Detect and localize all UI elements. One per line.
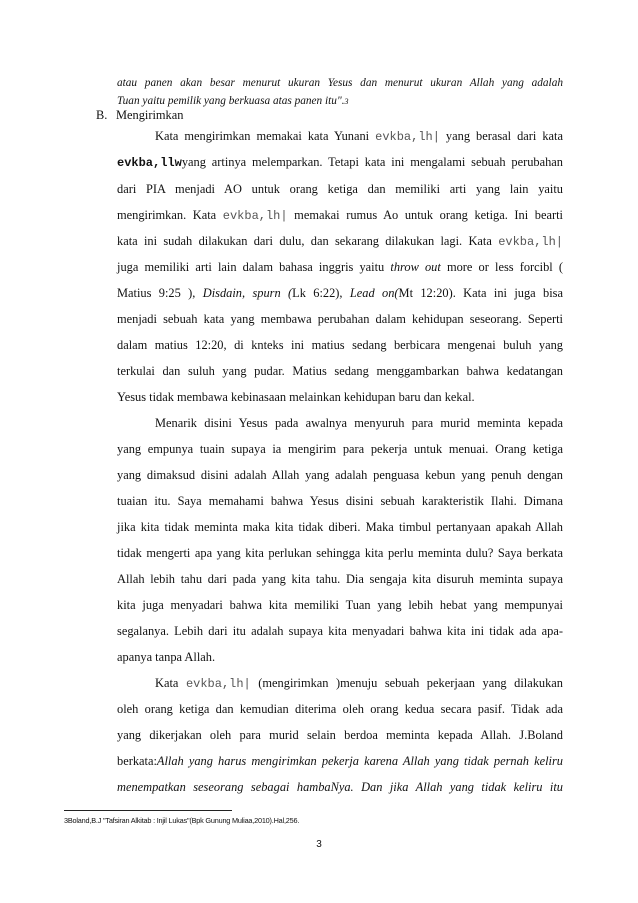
p1-line-2: evkba,llwyang artinya melemparkan. Tetapi kata ini mengalami sebuah perubahan: [117, 155, 563, 170]
p2-line-4: tuaian itu. Saya memahami bahwa Yesus disini sebuah karakteristik Ilahi. Dimana: [117, 494, 563, 508]
footnote-mark: 3: [344, 97, 349, 106]
p1-line-4: mengirimkan. Kata evkba,lh| memakai rumus Ao untuk orang ketiga. Ini bearti: [117, 208, 563, 223]
p3-line-2: oleh orang ketiga dan kemudian diterima oleh orang kedua secara pasif. Tidak ada: [117, 702, 563, 716]
p2-line-3: yang dimaksud disini adalah Allah yang adalah penguasa kebun yang penuh dengan: [117, 468, 563, 482]
p1-line-7: Matius 9:25 ), Disdain, spurn (Lk 6:22), Lead on(Mt 12:20). Kata ini juga bisa: [117, 286, 563, 300]
p1-line-5: kata ini sudah dilakukan dari dulu, dan sekarang dilakukan lagi. Kata evkba,lh|: [117, 234, 563, 249]
p2-line-8: kita juga menyadari bahwa kita memiliki Tuan yang lebih hebat yang mempunyai: [117, 598, 563, 612]
p1-line-1: Kata mengirimkan memakai kata Yunani evkba,lh| yang berasal dari kata: [155, 129, 563, 144]
p2-line-1: Menarik disini Yesus pada awalnya menyuruh para murid meminta kepada: [155, 416, 563, 430]
p1-line-10: terkulai dan suluh yang pudar. Matius sedang menggambarkan bahwa kedatangan: [117, 364, 563, 378]
p1-line-8: menjadi sebuah kata yang membawa perubahan dalam kehidupan seseorang. Seperti: [117, 312, 563, 326]
section-heading: B. Mengirimkan: [96, 108, 184, 122]
p2-line-9: segalanya. Lebih dari itu adalah supaya kita menyadari bahwa kita ini tidak ada apa-: [117, 624, 563, 638]
p1-line-6: juga memiliki arti lain dalam bahasa inggris yaitu throw out more or less forcibl (: [117, 260, 563, 274]
quote-line-2: Tuan yaitu pemilik yang berkuasa atas panen itu".3: [117, 95, 349, 107]
quote-line-1: atau panen akan besar menurut ukuran Yesus dan menurut ukuran Allah yang adalah: [117, 77, 563, 89]
p1-line-11: Yesus tidak membawa kebinasaan melainkan kehidupan baru dan kekal.: [117, 390, 475, 404]
p3-line-3: yang dikerjakan oleh para murid selain berdoa meminta kepada Allah. J.Boland: [117, 728, 563, 742]
p2-line-5: jika kita tidak meminta maka kita tidak diberi. Maka timbul pertanyaan apakah Allah: [117, 520, 563, 534]
p2-line-7: Allah lebih tahu dari pada yang kita tahu. Dia sengaja kita disuruh meminta supaya: [117, 572, 563, 586]
p3-line-1: Kata evkba,lh| (mengirimkan )menuju sebuah pekerjaan yang dilakukan: [155, 676, 563, 691]
p1-line-3: dari PIA menjadi AO untuk orang ketiga dan memiliki arti yang lain yaitu: [117, 182, 563, 196]
p2-line-6: tidak mengerti apa yang kita perlukan sehingga kita perlu meminta dulu? Saya berkata: [117, 546, 563, 560]
p1-line-9: dalam matius 12:20, di knteks ini matius sedang berbicara mengenai buluh yang: [117, 338, 563, 352]
p2-line-10: apanya tanpa Allah.: [117, 650, 216, 664]
p2-line-2: yang empunya tuain supaya ia mengirim para pekerja untuk menuai. Orang ketiga: [117, 442, 563, 456]
p3-line-5: menempatkan seseorang sebagai hambaNya. Dan jika Allah yang tidak keliru itu: [117, 780, 563, 794]
footnote-divider: [64, 810, 232, 811]
page-number: 3: [316, 839, 322, 850]
footnote: 3Boland,B.J "Tafsiran Alkitab : Injil Lukas"(Bpk Gunung Muliaa,2010).Hal,256.: [64, 816, 300, 825]
p3-line-4: berkata:Allah yang harus mengirimkan pekerja karena Allah yang tidak pernah keliru: [117, 754, 563, 768]
